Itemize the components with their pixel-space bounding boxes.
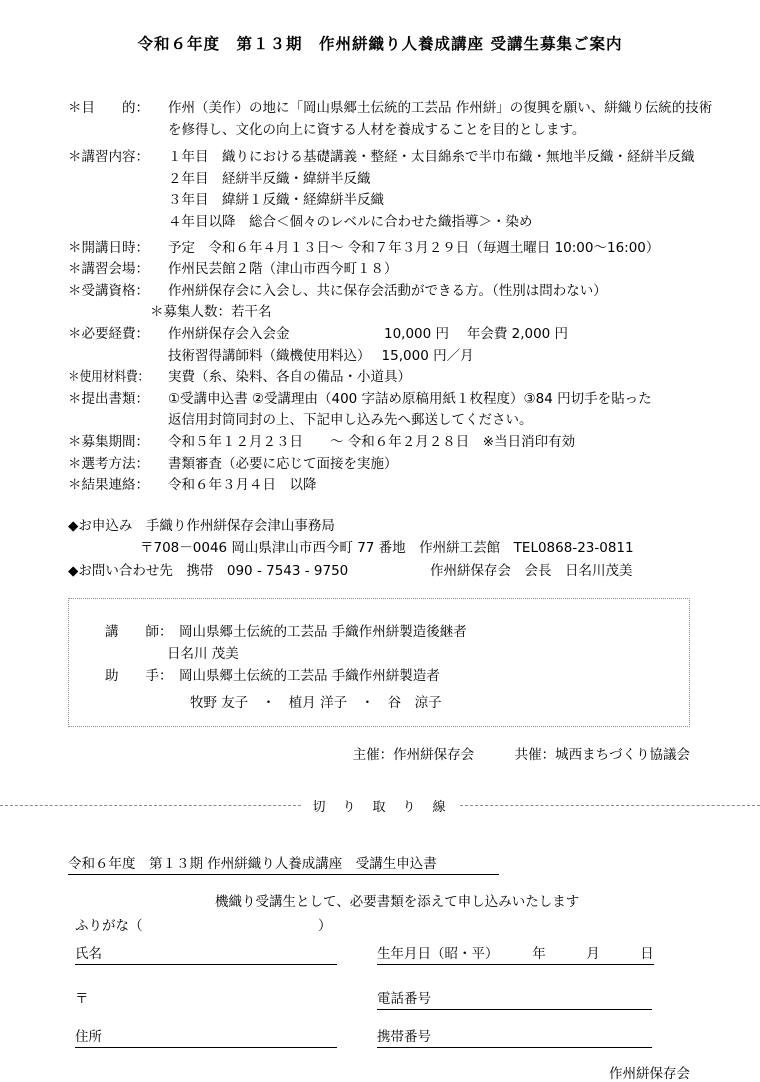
row-text: １年目 織りにおける基礎講義・整経・太目綿糸で半巾布織・無地半反織・経絣半反織 [168, 149, 695, 166]
birthdate-field: 生年月日（昭・平） 年 月 日 [377, 942, 654, 965]
notice-row-year2: ２年目 経絣半反織・緯絣半反織 [168, 170, 371, 187]
row-text: 作州絣保存会入会金 10,000 円 年会費 2,000 円 [168, 325, 569, 342]
cut-line [0, 796, 760, 815]
application-form [0, 852, 760, 1082]
form-statement: 機織り受講生として、必要書類を添えて申し込みいたします [215, 894, 580, 911]
form-row-3 [0, 1025, 760, 1048]
address-field: 住所 [75, 1025, 337, 1048]
notice-row-venue [0, 259, 760, 281]
assistant-row [69, 665, 689, 687]
apply-value: 手織り作州絣保存会津山事務局 [132, 517, 335, 534]
row-label: ＊募集期間： [68, 433, 149, 450]
notice-row-capacity: ＊募集人数：若干名 [150, 304, 272, 321]
teacher-title: 岡山県郷土伝統的工芸品 手織作州絣製造後継者 [179, 624, 467, 641]
notice-row-year4: ４年目以降 総合＜個々のレベルに合わせた織指導＞・染め [168, 213, 533, 230]
contact-section [0, 515, 760, 583]
notice-row-materials [0, 367, 760, 389]
notice-row-documents-cont: 返信用封筒同封の上、下記申し込み先へ郵送してください。 [168, 412, 533, 429]
inquiry-phone: ◆お問い合わせ先 携帯 090 - 7543 - 9750 [68, 562, 349, 579]
cut-line-text: 切 り 取 り 線 [312, 800, 448, 816]
row-text: 令和５年１２月２３日 ～ 令和６年２月２８日 ※当日消印有効 [168, 433, 576, 450]
inquiry-row [0, 560, 760, 583]
form-title-wrap [0, 852, 760, 875]
notice-row-schedule [0, 238, 760, 260]
form-title: 令和６年度 第１３期 作州絣織り人養成講座 受講生申込書 [68, 852, 499, 875]
row-label: ＊目 的： [68, 100, 149, 116]
organizer-line: 主催：作州絣保存会 共催：城西まちづくり協議会 [352, 747, 690, 764]
notice-row-year3: ３年目 緯絣１反織・経緯絣半反織 [168, 192, 384, 209]
apply-address: 〒708－0046 岡山県津山市西今町 77 番地 作州絣工芸館 TEL0868-23-0811 [140, 540, 634, 557]
row-label: ＊受講資格： [68, 282, 149, 299]
row-label: ＊選考方法： [68, 455, 149, 472]
cut-line-dash-right [460, 805, 760, 806]
row-text: ①受講申込書 ②受講理由（400 字詰め原稿用紙１枚程度）③84 円切手を貼った [168, 390, 652, 407]
phone-field: 電話番号 [377, 987, 652, 1010]
staff-box [68, 598, 690, 727]
notice-row-result [0, 475, 760, 497]
name-field: 氏名 [75, 942, 337, 965]
row-text: 作州絣保存会に入会し、共に保存会活動ができる方。（性別は問わない） [168, 282, 607, 299]
assistant-title: 岡山県郷土伝統的工芸品 手織作州絣製造者 [179, 668, 440, 685]
cut-line-dash-left [0, 805, 301, 806]
assistant-label: 助 手： [105, 668, 173, 685]
apply-row [0, 515, 760, 538]
form-row-2 [0, 987, 760, 1010]
notice-row-curriculum [0, 147, 760, 169]
inquiry-contact-person: 作州絣保存会 会長 日名川茂美 [430, 562, 633, 579]
notice-row-eligibility [0, 281, 760, 303]
form-row-1 [0, 942, 760, 965]
notice-section [0, 98, 760, 497]
notice-row-purpose-cont: を修得し、文化の向上に資する人材を養成することを目的とします。 [168, 121, 586, 138]
assistant-names: 牧野 友子 ・ 植月 洋子 ・ 谷 涼子 [190, 695, 442, 712]
teacher-label: 講 師： [105, 624, 173, 641]
row-label: ＊使用材料費： [68, 369, 150, 386]
row-label: ＊必要経費： [68, 325, 149, 342]
notice-row-selection [0, 454, 760, 476]
row-text: 作州（美作）の地に「岡山県郷土伝統的工芸品 作州絣」の復興を願い、絣織り伝統的技術 [168, 100, 713, 116]
page-title: 令和６年度 第１３期 作州絣織り人養成講座 受講生募集ご案内 [137, 35, 623, 53]
form-footer-org: 作州絣保存会 [609, 1066, 690, 1082]
notice-row-fees-cont: 技術習得講師料（織機使用料込） 15,000 円／月 [168, 347, 474, 364]
teacher-row [69, 621, 689, 643]
mobile-field: 携帯番号 [377, 1025, 652, 1048]
notice-row-purpose [0, 98, 760, 120]
row-text: 作州民芸館２階（津山市西今町１８） [168, 261, 398, 278]
notice-row-documents [0, 389, 760, 411]
row-text: 実費（糸、染料、各自の備品・小道具） [168, 369, 411, 386]
row-label: ＊結果連絡： [68, 477, 149, 494]
furigana-field: ふりがな（ ） [75, 918, 332, 935]
row-label: ＊提出書類： [68, 390, 149, 407]
row-label: ＊講習内容： [68, 149, 149, 166]
row-text: 予定 令和６年４月１３日～ 令和７年３月２９日（毎週土曜日 10:00～16:00） [168, 239, 660, 256]
row-text: 令和６年３月４日 以降 [168, 477, 317, 494]
row-label: ＊開講日時： [68, 239, 149, 256]
row-text: 書類審査（必要に応じて面接を実施） [168, 455, 398, 472]
row-label: ＊講習会場： [68, 261, 149, 278]
teacher-name: 日名川 茂美 [167, 646, 239, 663]
apply-label: ◆お申込み [68, 517, 133, 534]
notice-row-period [0, 432, 760, 454]
postal-field: 〒 [75, 991, 89, 1008]
notice-row-fees [0, 324, 760, 346]
